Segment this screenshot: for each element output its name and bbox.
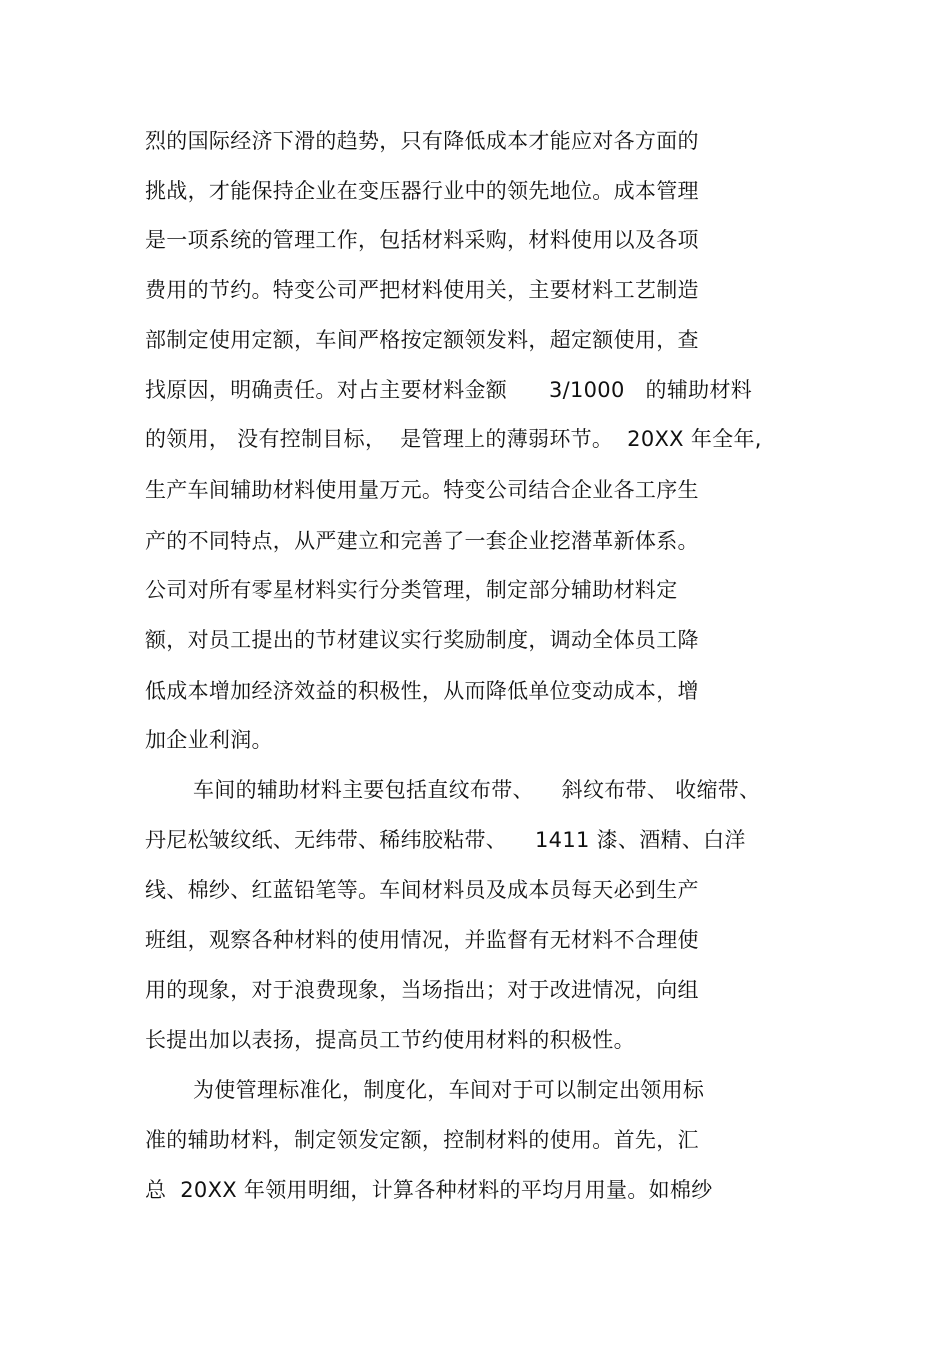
text-line: 总 20XX 年领用明细，计算各种材料的平均月用量。如棉纱: [145, 1178, 713, 1202]
text-line: 费用的节约。特变公司严把材料使用关，主要材料工艺制造: [145, 278, 699, 302]
text-line: 挑战，才能保持企业在变压器行业中的领先地位。成本管理: [145, 179, 699, 203]
text-line: 是一项系统的管理工作，包括材料采购，材料使用以及各项: [145, 228, 699, 252]
text-line: 丹尼松皱纹纸、无纬带、稀纬胶粘带、 1411 漆、酒精、白洋: [145, 828, 746, 852]
text-line: 长提出加以表扬，提高员工节约使用材料的积极性。: [145, 1028, 635, 1052]
text-line: 准的辅助材料，制定领发定额，控制材料的使用。首先，汇: [145, 1128, 699, 1152]
text-line: 公司对所有零星材料实行分类管理，制定部分辅助材料定: [145, 578, 678, 602]
text-line: 产的不同特点，从严建立和完善了一套企业挖潜革新体系。: [145, 529, 699, 553]
text-line: 找原因，明确责任。对占主要材料金额 3/1000 的辅助材料: [145, 378, 753, 402]
text-line: 额，对员工提出的节材建议实行奖励制度，调动全体员工降: [145, 628, 699, 652]
text-line: 烈的国际经济下滑的趋势，只有降低成本才能应对各方面的: [145, 129, 699, 153]
text-line: 为使管理标准化，制度化，车间对于可以制定出领用标: [193, 1078, 705, 1102]
text-line: 加企业利润。: [145, 728, 273, 752]
text-line: 的领用， 没有控制目标， 是管理上的薄弱环节。 20XX 年全年,: [145, 427, 762, 451]
text-line: 用的现象，对于浪费现象，当场指出；对于改进情况，向组: [145, 978, 699, 1002]
text-line: 车间的辅助材料主要包括直纹布带、 斜纹布带、 收缩带、: [193, 778, 761, 802]
text-line: 低成本增加经济效益的积极性，从而降低单位变动成本，增: [145, 679, 699, 703]
text-line: 班组，观察各种材料的使用情况，并监督有无材料不合理使: [145, 928, 699, 952]
text-line: 线、棉纱、红蓝铅笔等。车间材料员及成本员每天必到生产: [145, 878, 699, 902]
text-line: 生产车间辅助材料使用量万元。特变公司结合企业各工序生: [145, 478, 699, 502]
text-line: 部制定使用定额，车间严格按定额领发料，超定额使用，查: [145, 328, 699, 352]
